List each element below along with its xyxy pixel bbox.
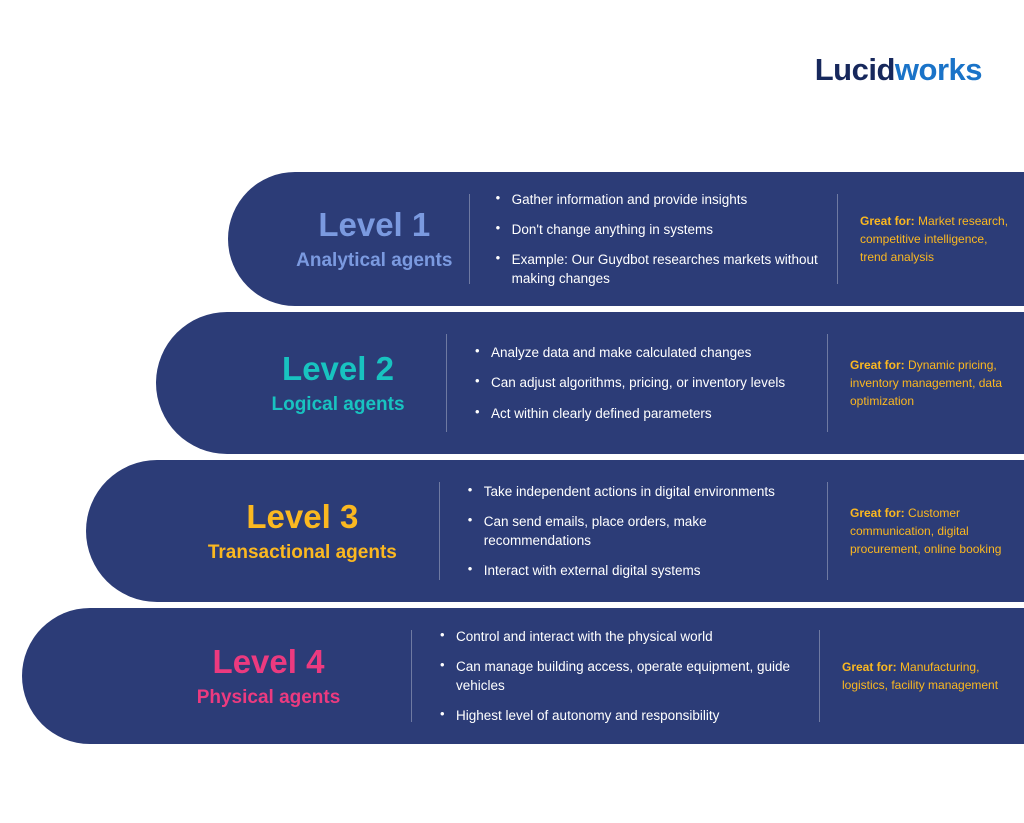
list-item: • Gather information and provide insights: [496, 190, 829, 209]
list-item: • Can send emails, place orders, make recommendations: [468, 512, 811, 550]
level-row-4: [22, 608, 1024, 744]
list-item: • Example: Our Guydbot researches markets without making changes: [496, 250, 829, 288]
great-for-label: Great for:: [850, 506, 905, 520]
level-4-subtitle: Physical agents: [196, 686, 341, 708]
level-row-1: [228, 172, 1024, 306]
list-item: • Take independent actions in digital environments: [468, 482, 811, 501]
level-2-subtitle: Logical agents: [271, 393, 405, 415]
great-for-value: Customer communication, digital procurement, online booking: [850, 506, 1002, 556]
great-for-value: Manufacturing, logistics, facility management: [842, 660, 999, 692]
list-item: • Don't change anything in systems: [496, 220, 829, 239]
list-item: • Can manage building access, operate equipment, guide vehicles: [440, 657, 803, 695]
level-4-title: Level 4: [212, 642, 325, 680]
level-2-great-for: [828, 356, 1024, 410]
list-item: • Act within clearly defined parameters: [475, 404, 811, 423]
level-1-great-for: [838, 212, 1024, 266]
great-for-label: Great for:: [860, 214, 915, 228]
level-4-great-for: [820, 658, 1024, 694]
level-1-bullets: [470, 190, 837, 289]
list-item: • Analyze data and make calculated changes: [475, 343, 811, 362]
lucidworks-logo: [815, 52, 982, 88]
great-for-value: Market research, competitive intelligence, trend analysis: [860, 214, 1009, 264]
list-item: • Highest level of autonomy and responsibility: [440, 706, 803, 725]
level-4-heading: [22, 643, 411, 710]
level-1-title: Level 1: [318, 205, 431, 243]
level-2-heading: [156, 350, 446, 417]
logo-text-primary: Lucid: [814, 52, 895, 87]
level-3-heading: [86, 498, 439, 565]
level-3-subtitle: Transactional agents: [207, 541, 397, 563]
level-row-2: [156, 312, 1024, 454]
great-for-label: Great for:: [850, 358, 905, 372]
level-3-title: Level 3: [246, 497, 359, 535]
level-row-3: [86, 460, 1024, 602]
level-1-heading: [228, 206, 469, 273]
list-item: • Can adjust algorithms, pricing, or inventory levels: [475, 373, 811, 392]
list-item: • Control and interact with the physical world: [440, 627, 803, 646]
level-4-bullets: [412, 627, 819, 726]
list-item: • Interact with external digital systems: [468, 561, 811, 580]
level-3-great-for: [828, 504, 1024, 558]
level-3-bullets: [440, 482, 827, 581]
level-2-title: Level 2: [282, 349, 394, 387]
logo-text-accent: works: [894, 52, 982, 87]
great-for-label: Great for:: [842, 660, 897, 674]
level-1-subtitle: Analytical agents: [296, 249, 453, 271]
agent-levels-diagram: [0, 172, 1024, 750]
level-2-bullets: [447, 343, 827, 422]
great-for-value: Dynamic pricing, inventory management, data optimization: [850, 358, 1003, 408]
